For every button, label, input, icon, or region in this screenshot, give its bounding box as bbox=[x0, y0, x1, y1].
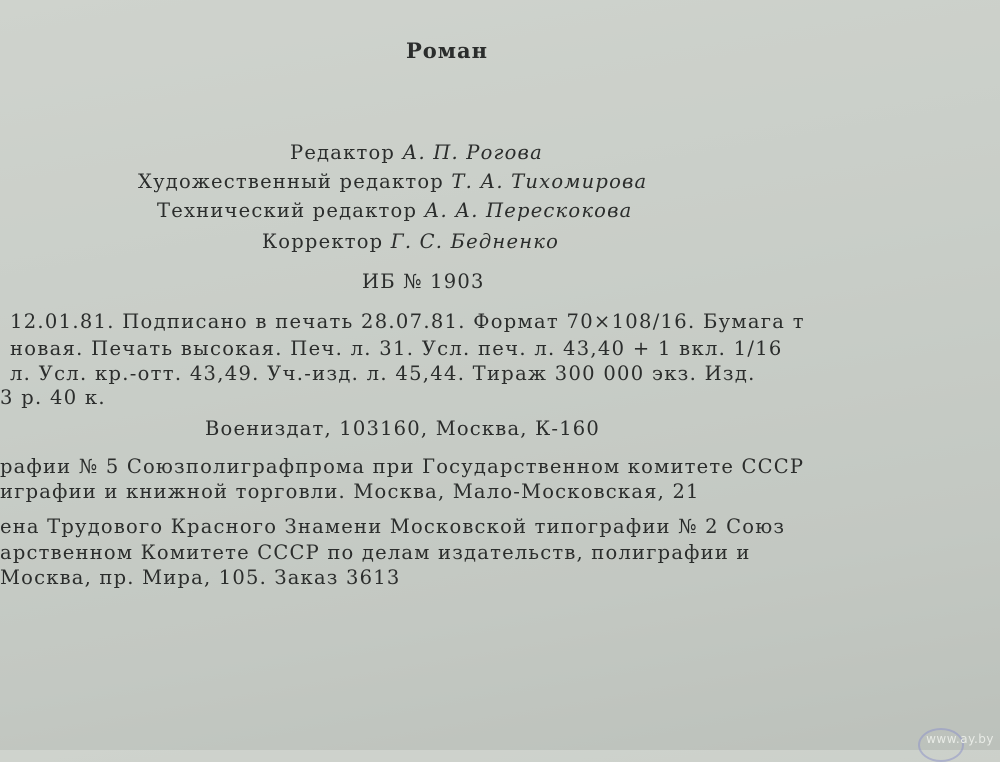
credit-editor bbox=[290, 141, 543, 164]
print-info-line: л. Усл. кр.-отт. 43,49. Уч.-изд. л. 45,44. Тираж 300 000 экз. Изд. bbox=[10, 362, 756, 385]
print-info-line: 12.01.81. Подписано в печать 28.07.81. Формат 70×108/16. Бумага т bbox=[10, 310, 805, 333]
credit-name: А. П. Рогова bbox=[402, 141, 543, 164]
printer-line: ена Трудового Красного Знамени Московской типографии № 2 Союз bbox=[0, 515, 786, 538]
printer-line: Москва, пр. Мира, 105. Заказ 3613 bbox=[0, 566, 401, 589]
publisher-address: Воениздат, 103160, Москва, К-160 bbox=[205, 417, 601, 440]
print-info-line: 3 р. 40 к. bbox=[0, 386, 106, 409]
printer-line: арственном Комитете СССР по делам издательств, полиграфии и bbox=[0, 541, 751, 564]
genre-title: Роман bbox=[406, 38, 489, 63]
credit-art-editor bbox=[138, 170, 647, 193]
ib-number: ИБ № 1903 bbox=[362, 270, 485, 293]
credit-tech-editor bbox=[157, 199, 633, 222]
credit-name: Т. А. Тихомирова bbox=[451, 170, 648, 193]
printer-line: играфии и книжной торговли. Москва, Мало-Московская, 21 bbox=[0, 480, 700, 503]
credit-proofreader bbox=[262, 230, 559, 253]
credit-name: А. А. Перескокова bbox=[424, 199, 633, 222]
watermark-text: www.ay.by bbox=[926, 732, 994, 746]
credit-name: Г. С. Бедненко bbox=[390, 230, 560, 253]
credit-role: Корректор bbox=[262, 230, 384, 253]
printer-line: рафии № 5 Союзполиграфпрома при Государственном комитете СССР bbox=[0, 455, 805, 478]
credit-role: Редактор bbox=[290, 141, 396, 164]
credit-role: Художественный редактор bbox=[138, 170, 444, 193]
credit-role: Технический редактор bbox=[157, 199, 418, 222]
print-info-line: новая. Печать высокая. Печ. л. 31. Усл. печ. л. 43,40 + 1 вкл. 1/16 bbox=[10, 337, 783, 360]
